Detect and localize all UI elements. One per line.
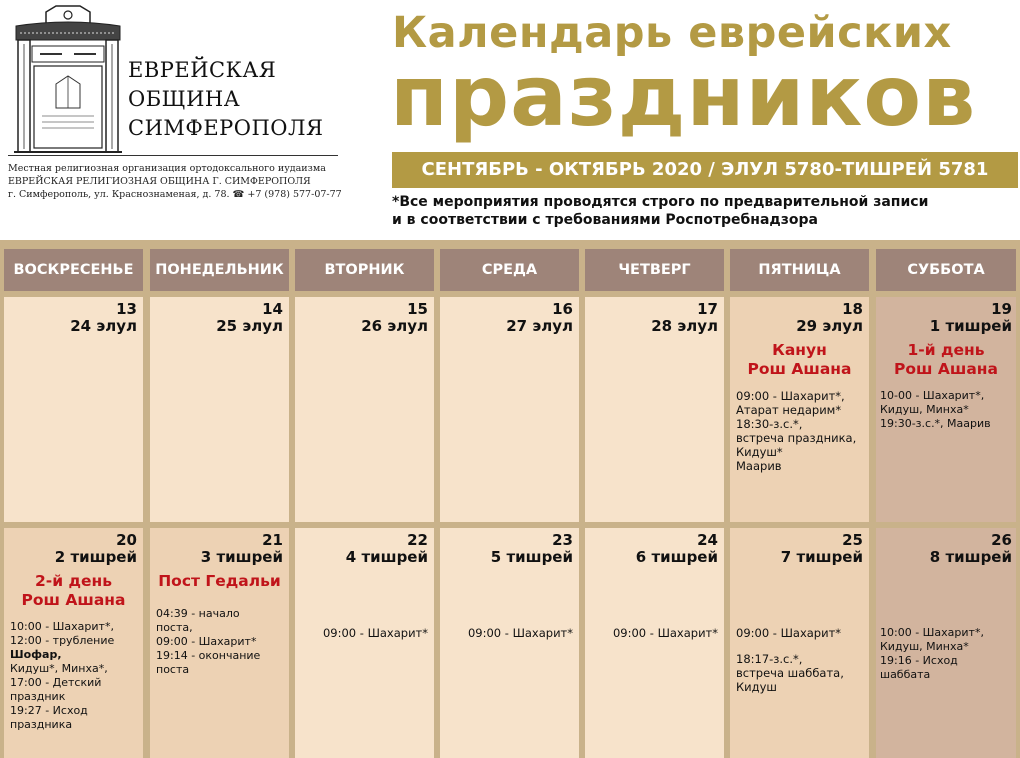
org-info-line: ЕВРЕЙСКАЯ РЕЛИГИОЗНАЯ ОБЩИНА Г. СИМФЕРОПОЛЯ [8, 176, 311, 187]
schedule-line: встреча шаббата, [736, 666, 844, 680]
schedule-line: 09:00 - Шахарит* [322, 626, 428, 640]
weekday-header-thursday: ЧЕТВЕРГ [585, 249, 724, 291]
schedule [10, 620, 137, 732]
schedule-line: поста [156, 663, 190, 676]
weekday-header-tuesday: ВТОРНИК [295, 249, 434, 291]
org-info-line: Местная религиозная организация ортодоксального иудаизма [8, 163, 326, 174]
calendar-day-cell [4, 297, 143, 522]
org-name-line: СИМФЕРОПОЛЯ [128, 116, 324, 140]
organization-name [128, 56, 324, 143]
calendar-day-cell [585, 297, 724, 522]
schedule [880, 626, 1012, 682]
gregorian-day: 19 [991, 300, 1012, 318]
gregorian-day: 15 [407, 300, 428, 318]
org-name-line: ОБЩИНА [128, 87, 241, 111]
calendar-day-cell [730, 297, 869, 522]
schedule-line: 17:00 - Детский [10, 676, 102, 689]
org-info-line: г. Симферополь, ул. Краснознаменая, д. 78. ☎ +7 (978) 577-07-77 [8, 189, 342, 200]
holiday-name [736, 341, 863, 379]
calendar-day-cell [295, 528, 434, 758]
schedule [156, 607, 283, 677]
registration-note [392, 193, 928, 229]
schedule-line: 09:00 - Шахарит* [736, 626, 842, 640]
schedule-line: Кидуш [736, 680, 777, 694]
schedule-line: Атарат недарим* [736, 403, 842, 417]
hebrew-date: 2 тишрей [54, 548, 137, 566]
schedule-line: праздник [10, 690, 66, 703]
schedule [591, 626, 718, 640]
calendar-day-cell [440, 528, 579, 758]
schedule-line: 04:39 - начало [156, 607, 240, 620]
hebrew-date: 24 элул [70, 317, 137, 335]
schedule-line: 12:00 - трубление [10, 634, 115, 647]
calendar-day-cell [295, 297, 434, 522]
gregorian-day: 23 [552, 531, 573, 549]
hebrew-date: 28 элул [651, 317, 718, 335]
hebrew-date: 26 элул [361, 317, 428, 335]
calendar-day-cell [150, 528, 289, 758]
calendar-day-cell [876, 528, 1016, 758]
schedule-line: 10:00 - Шахарит*, [10, 620, 114, 633]
gregorian-day: 24 [697, 531, 718, 549]
holiday-line: Рош Ашана [21, 591, 126, 609]
holiday-name [156, 572, 283, 591]
divider [8, 155, 338, 156]
schedule-line: 09:00 - Шахарит* [467, 626, 573, 640]
gregorian-day: 16 [552, 300, 573, 318]
schedule-line: 09:00 - Шахарит*, [736, 389, 845, 403]
holiday-line: 1-й день [907, 341, 985, 359]
calendar-day-cell [730, 528, 869, 758]
weekday-header-friday: ПЯТНИЦА [730, 249, 869, 291]
weekday-header-wednesday: СРЕДА [440, 249, 579, 291]
schedule-line: Кидуш, Минха* [880, 640, 969, 653]
hebrew-date: 8 тишрей [929, 548, 1012, 566]
hebrew-date: 7 тишрей [780, 548, 863, 566]
calendar-day-cell [4, 528, 143, 758]
page-title-line-1: Календарь еврейских [392, 8, 952, 58]
gregorian-day: 20 [116, 531, 137, 549]
org-name-line: ЕВРЕЙСКАЯ [128, 58, 277, 82]
holiday-name [10, 572, 137, 610]
gregorian-day: 18 [842, 300, 863, 318]
weekday-header-saturday: СУББОТА [876, 249, 1016, 291]
hebrew-date: 1 тишрей [929, 317, 1012, 335]
holiday-line: Рош Ашана [747, 360, 852, 378]
schedule-line: Маарив [736, 459, 782, 473]
note-line: *Все мероприятия проводятся строго по предварительной записи [392, 194, 929, 210]
torah-ark-logo-icon [12, 4, 124, 154]
schedule-line: Кидуш*, Минха*, [10, 662, 108, 675]
schedule-line: 10-00 - Шахарит*, [880, 389, 985, 402]
gregorian-day: 13 [116, 300, 137, 318]
weekday-header-monday: ПОНЕДЕЛЬНИК [150, 249, 289, 291]
gregorian-day: 26 [991, 531, 1012, 549]
schedule-line [736, 640, 863, 652]
holiday-line: Канун [772, 341, 827, 359]
schedule [301, 626, 428, 640]
hebrew-date: 4 тишрей [345, 548, 428, 566]
calendar-day-cell [876, 297, 1016, 522]
hebrew-date: 29 элул [796, 317, 863, 335]
gregorian-day: 14 [262, 300, 283, 318]
schedule [736, 389, 863, 473]
calendar-day-cell [585, 528, 724, 758]
gregorian-day: 17 [697, 300, 718, 318]
date-range-banner: СЕНТЯБРЬ - ОКТЯБРЬ 2020 / ЭЛУЛ 5780-ТИШРЕЙ 5781 [392, 152, 1018, 188]
schedule [736, 626, 863, 694]
weekday-header-sunday: ВОСКРЕСЕНЬЕ [4, 249, 143, 291]
schedule [446, 626, 573, 640]
schedule-line: 18:17-з.с.*, [736, 652, 803, 666]
organization-info [8, 162, 342, 201]
schedule-line: 19:30-з.с.*, Маарив [880, 417, 991, 430]
gregorian-day: 25 [842, 531, 863, 549]
gregorian-day: 22 [407, 531, 428, 549]
schedule-line: встреча праздника, [736, 431, 857, 445]
schedule [880, 389, 1012, 431]
page-title-line-2: праздников [390, 47, 977, 145]
calendar-day-cell [150, 297, 289, 522]
schedule-line: Кидуш* [736, 445, 783, 459]
schedule-line: 18:30-з.с.*, [736, 417, 803, 431]
gregorian-day: 21 [262, 531, 283, 549]
calendar-day-cell [440, 297, 579, 522]
hebrew-date: 6 тишрей [635, 548, 718, 566]
schedule-line: 19:16 - Исход [880, 654, 958, 667]
hebrew-date: 3 тишрей [200, 548, 283, 566]
holiday-line: 2-й день [34, 572, 112, 590]
schedule-line: шаббата [880, 668, 931, 681]
schedule-line: Кидуш, Минха* [880, 403, 969, 416]
hebrew-date: 5 тишрей [490, 548, 573, 566]
hebrew-date: 27 элул [506, 317, 573, 335]
schedule-line: поста, [156, 621, 193, 634]
schedule-line: 09:00 - Шахарит* [612, 626, 718, 640]
holiday-line: Пост Гедальи [158, 572, 281, 590]
schedule-line: 19:27 - Исход [10, 704, 88, 717]
hebrew-date: 25 элул [216, 317, 283, 335]
holiday-line: Рош Ашана [894, 360, 998, 378]
schedule-line: праздника [10, 718, 73, 731]
schedule-line: 10:00 - Шахарит*, [880, 626, 984, 639]
schedule-line: 19:14 - окончание [156, 649, 261, 662]
schedule-line: Шофар, [10, 648, 62, 661]
note-line: и в соответствии с требованиями Роспотребнадзора [392, 212, 818, 228]
schedule-line: 09:00 - Шахарит* [156, 635, 257, 648]
holiday-name [880, 341, 1012, 379]
